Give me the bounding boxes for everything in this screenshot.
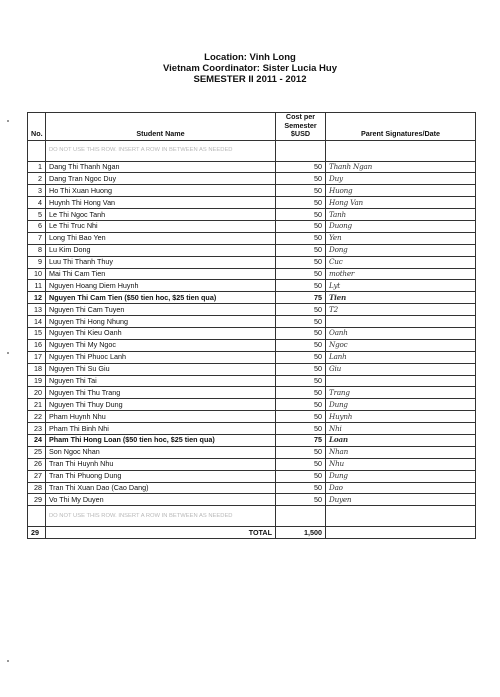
cost-value: 50 [276,161,326,173]
table-row [28,351,476,363]
student-name: Nguyen Thi Hong Nhung [46,316,276,328]
cost-value: 50 [276,482,326,494]
row-number: 16 [28,339,46,351]
note-cost-cell [276,140,326,161]
table-row [28,375,476,387]
cost-value: 50 [276,494,326,506]
parent-signature: Yen [326,232,476,244]
table-row [28,387,476,399]
note-row-top [28,140,476,161]
cost-value: 50 [276,268,326,280]
table-row [28,446,476,458]
table-row [28,316,476,328]
student-roster-table [27,112,476,539]
cost-value: 50 [276,375,326,387]
row-number: 15 [28,327,46,339]
row-number: 25 [28,446,46,458]
student-name: Luu Thi Thanh Thuy [46,256,276,268]
note-sig-cell [326,506,476,527]
student-name: Ho Thi Xuan Huong [46,185,276,197]
note-no-cell [28,506,46,527]
total-sig-cell [326,527,476,539]
cost-value: 50 [276,387,326,399]
header-no: No. [28,113,46,141]
table-row [28,482,476,494]
row-number: 20 [28,387,46,399]
cost-value: 50 [276,220,326,232]
table-row [28,470,476,482]
parent-signature: Huong [326,185,476,197]
table-row [28,292,476,304]
row-number: 9 [28,256,46,268]
student-name: Lu Kim Dong [46,244,276,256]
row-number: 3 [28,185,46,197]
parent-signature: Cuc [326,256,476,268]
table-row [28,185,476,197]
student-name: Pham Thi Hong Loan ($50 tien hoc, $25 tien qua) [46,434,276,446]
header-cost [276,113,326,141]
parent-signature: Nhu [326,458,476,470]
parent-signature: Thanh Ngan [326,161,476,173]
parent-signature: Giu [326,363,476,375]
parent-signature: mother [326,268,476,280]
note-text: DO NOT USE THIS ROW. INSERT A ROW IN BETWEEN AS NEEDED [46,506,276,527]
parent-signature: Duong [326,220,476,232]
parent-signature: Trang [326,387,476,399]
scan-dot [7,660,9,662]
student-name: Mai Thi Cam Tien [46,268,276,280]
table-row [28,458,476,470]
parent-signature: Ngoc [326,339,476,351]
total-count: 29 [28,527,46,539]
parent-signature: Tanh [326,209,476,221]
parent-signature: Huynh [326,411,476,423]
header-student-name: Student Name [46,113,276,141]
table-row [28,256,476,268]
location-title: Location: Vinh Long [204,52,296,63]
header-cost-line1: Cost per [285,112,316,121]
cost-value: 50 [276,458,326,470]
table-row [28,209,476,221]
student-name: Nguyen Thi Cam Tien ($50 tien hoc, $25 tien qua) [46,292,276,304]
cost-value: 75 [276,292,326,304]
cost-value: 50 [276,197,326,209]
cost-value: 50 [276,327,326,339]
table-row [28,363,476,375]
row-number: 7 [28,232,46,244]
note-sig-cell [326,140,476,161]
parent-signature: Duy [326,173,476,185]
cost-value: 50 [276,339,326,351]
table-row [28,268,476,280]
parent-signature: Dong [326,244,476,256]
student-name: Tran Thi Phuong Dung [46,470,276,482]
parent-signature: Dao [326,482,476,494]
student-name: Pham Thi Binh Nhi [46,423,276,435]
coordinator-title: Vietnam Coordinator: Sister Lucia Huy [162,63,338,74]
cost-value: 50 [276,351,326,363]
header-cost-line2: Semester [284,120,317,130]
parent-signature: Duyen [326,494,476,506]
total-row [28,527,476,539]
student-name: Le Thi Ngoc Tanh [46,209,276,221]
table-row [28,244,476,256]
student-name: Nguyen Thi Thu Trang [46,387,276,399]
parent-signature: Dung [326,470,476,482]
row-number: 17 [28,351,46,363]
parent-signature: Lanh [326,351,476,363]
roster-body [28,140,476,539]
note-cost-cell [276,506,326,527]
cost-value: 50 [276,256,326,268]
row-number: 4 [28,197,46,209]
table-row [28,423,476,435]
table-row [28,399,476,411]
note-no-cell [28,140,46,161]
student-name: Nguyen Thi Phuoc Lanh [46,351,276,363]
parent-signature: Nhan [326,446,476,458]
student-name: Tran Thi Xuan Dao (Cao Dang) [46,482,276,494]
student-name: Pham Huynh Nhu [46,411,276,423]
parent-signature: Tien [326,292,476,304]
parent-signature [326,375,476,387]
row-number: 11 [28,280,46,292]
table-row [28,434,476,446]
student-name: Vo Thi My Duyen [46,494,276,506]
table-row [28,280,476,292]
student-name: Nguyen Thi Kieu Oanh [46,327,276,339]
row-number: 28 [28,482,46,494]
semester-title: SEMESTER II 2011 - 2012 [193,74,307,85]
row-number: 21 [28,399,46,411]
table-row [28,220,476,232]
table-row [28,173,476,185]
row-number: 1 [28,161,46,173]
row-number: 26 [28,458,46,470]
scan-dot [7,120,9,122]
row-number: 12 [28,292,46,304]
student-name: Son Ngoc Nhan [46,446,276,458]
cost-value: 50 [276,173,326,185]
parent-signature: Loan [326,434,476,446]
table-header-row [28,113,476,141]
table-row [28,327,476,339]
cost-value: 50 [276,185,326,197]
row-number: 14 [28,316,46,328]
parent-signature: Oanh [326,327,476,339]
table-row [28,304,476,316]
cost-value: 50 [276,209,326,221]
student-name: Nguyen Thi Tai [46,375,276,387]
row-number: 10 [28,268,46,280]
row-number: 18 [28,363,46,375]
document-header [0,52,500,85]
parent-signature: Dung [326,399,476,411]
row-number: 22 [28,411,46,423]
note-row-bottom [28,506,476,527]
student-name: Tran Thi Huynh Nhu [46,458,276,470]
cost-value: 75 [276,434,326,446]
student-name: Nguyen Thi My Ngoc [46,339,276,351]
student-name: Nguyen Hoang Diem Huynh [46,280,276,292]
student-name: Le Thi Truc Nhi [46,220,276,232]
student-name: Dang Thi Thanh Ngan [46,161,276,173]
student-name: Nguyen Thi Su Giu [46,363,276,375]
student-name: Nguyen Thi Cam Tuyen [46,304,276,316]
total-amount: 1,500 [276,527,326,539]
student-name: Nguyen Thi Thuy Dung [46,399,276,411]
cost-value: 50 [276,304,326,316]
cost-value: 50 [276,470,326,482]
student-name: Long Thi Bao Yen [46,232,276,244]
parent-signature [326,316,476,328]
row-number: 23 [28,423,46,435]
parent-signature: Lyt [326,280,476,292]
cost-value: 50 [276,316,326,328]
row-number: 8 [28,244,46,256]
cost-value: 50 [276,399,326,411]
row-number: 29 [28,494,46,506]
cost-value: 50 [276,446,326,458]
table-row [28,411,476,423]
row-number: 27 [28,470,46,482]
table-row [28,197,476,209]
scan-dot [7,352,9,354]
row-number: 19 [28,375,46,387]
row-number: 5 [28,209,46,221]
cost-value: 50 [276,411,326,423]
row-number: 24 [28,434,46,446]
row-number: 6 [28,220,46,232]
parent-signature: T2 [326,304,476,316]
table-row [28,339,476,351]
row-number: 13 [28,304,46,316]
cost-value: 50 [276,423,326,435]
cost-value: 50 [276,280,326,292]
row-number: 2 [28,173,46,185]
table-row [28,161,476,173]
header-cost-line3: $USD [290,129,311,138]
note-text: DO NOT USE THIS ROW. INSERT A ROW IN BETWEEN AS NEEDED [46,140,276,161]
table-row [28,232,476,244]
student-name: Dang Tran Ngoc Duy [46,173,276,185]
parent-signature: Nhi [326,423,476,435]
student-name: Huynh Thi Hong Van [46,197,276,209]
parent-signature: Hong Van [326,197,476,209]
header-parent-signature: Parent Signatures/Date [326,113,476,141]
cost-value: 50 [276,244,326,256]
total-label: TOTAL [46,527,276,539]
cost-value: 50 [276,232,326,244]
table-row [28,494,476,506]
cost-value: 50 [276,363,326,375]
